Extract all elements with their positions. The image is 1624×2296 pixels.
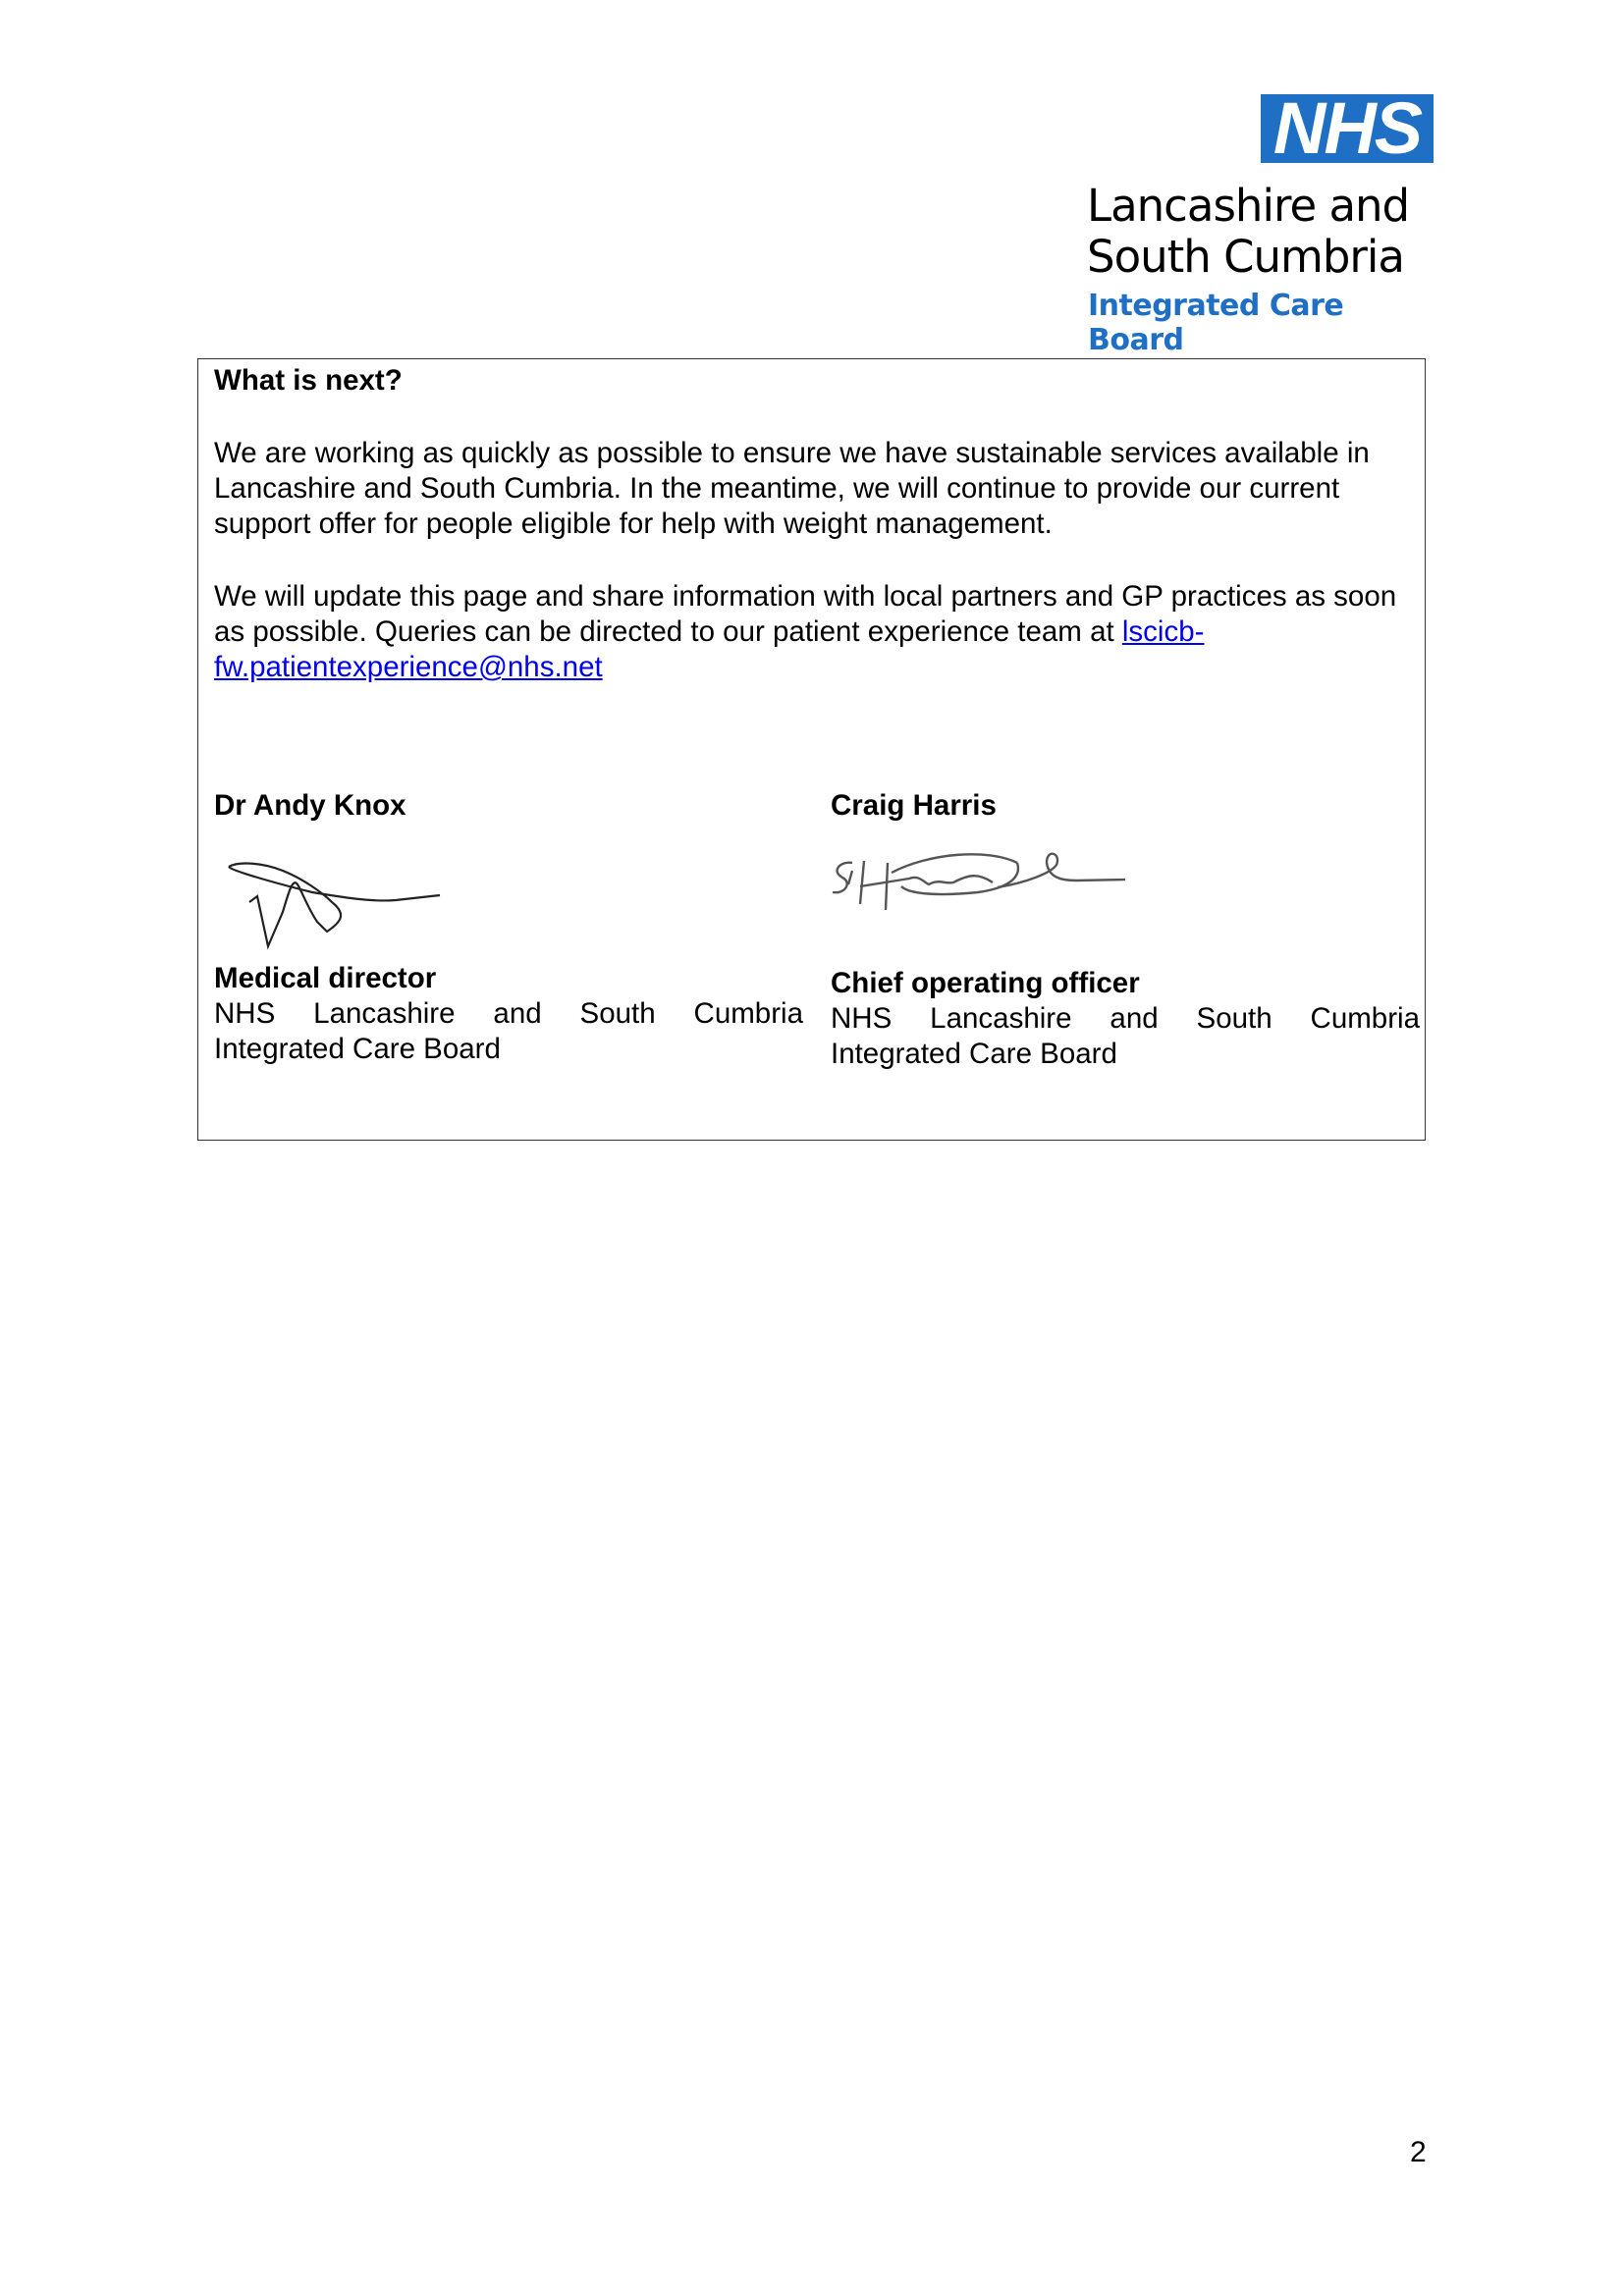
content-box (197, 358, 1426, 1141)
signature-image (831, 824, 1420, 966)
nhs-badge: NHS (1261, 94, 1434, 163)
signatory-role: Medical director (214, 962, 437, 994)
org-name (1087, 181, 1434, 283)
email-link[interactable]: lscicb-fw.patientexperience@nhs.net (214, 615, 1205, 683)
org-name-line2: South Cumbria (1087, 231, 1405, 283)
nhs-logo (1070, 87, 1434, 357)
paragraph-2 (214, 579, 1412, 685)
signature-icon (831, 824, 1135, 932)
section-heading: What is next? (214, 364, 403, 397)
signatory-role: Chief operating officer (831, 967, 1140, 999)
signature-icon (214, 824, 450, 961)
section-content (214, 363, 1412, 685)
signatory-affiliation: NHS Lancashire and South Cumbria Integrated Care Board (831, 1002, 1420, 1070)
paragraph-1: We are working as quickly as possible to ensure we have sustainable services available in Lancashire and South Cumbria. In the meantime, we will continue to provide our current support offer for people eligible for help with weight management. (214, 437, 1370, 540)
signatory-affiliation: NHS Lancashire and South Cumbria Integrated Care Board (214, 997, 803, 1065)
signatory-1 (214, 788, 803, 1067)
signatory-2 (831, 788, 1420, 1072)
org-name-line1: Lancashire and (1087, 180, 1410, 232)
paragraph-2-text: We will update this page and share information with local partners and GP practices as soon as possible. Queries can be directed to our patient experience team at (214, 580, 1397, 648)
org-subtitle: Integrated Care Board (1088, 289, 1344, 357)
signatory-name: Dr Andy Knox (214, 789, 406, 822)
signatory-name: Craig Harris (831, 789, 997, 822)
signature-image (214, 824, 803, 961)
page-number: 2 (1410, 2136, 1427, 2168)
